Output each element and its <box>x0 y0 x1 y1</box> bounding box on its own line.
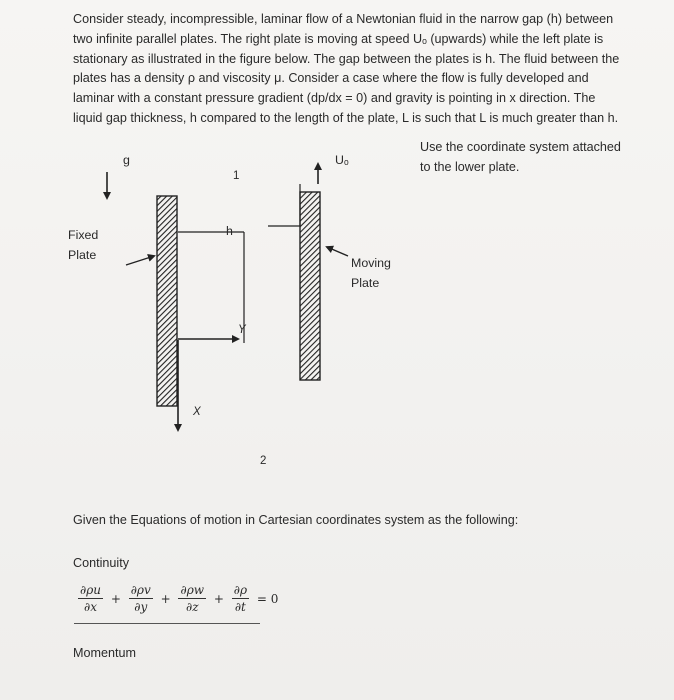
term-numerator: ∂ρv <box>130 583 151 597</box>
moving-plate-label: Plate <box>351 276 380 290</box>
moving-plate <box>300 192 320 380</box>
marker-2-label: 2 <box>260 455 267 467</box>
problem-line: two infinite parallel plates. The right plate is moving at speed Uₒ (upwards) while the left plate is <box>73 31 604 46</box>
continuity-equation <box>76 583 280 614</box>
equation-term <box>78 583 103 614</box>
fixed-plate-label: Fixed <box>68 228 99 242</box>
moving-plate-label: Moving <box>351 256 391 270</box>
term-numerator: ∂ρw <box>180 583 205 597</box>
coordinate-note-line: to the lower plate. <box>420 159 520 174</box>
term-denominator: ∂y <box>134 600 148 614</box>
problem-line: plates has a density ρ and viscosity μ. Consider a case where the flow is fully developed and <box>73 71 589 86</box>
moving-plate-pointer <box>327 247 348 256</box>
equals-zero: = 0 <box>256 591 279 606</box>
continuity-heading: Continuity <box>73 556 130 570</box>
plus-operator: + <box>110 591 121 606</box>
term-numerator: ∂ρu <box>80 583 101 597</box>
momentum-heading: Momentum <box>73 646 136 660</box>
y-axis-label: Y <box>238 324 246 336</box>
equation-term <box>129 583 153 614</box>
equation-underline <box>74 623 260 624</box>
term-denominator: ∂t <box>234 600 246 614</box>
problem-line: Consider steady, incompressible, laminar flow of a Newtonian fluid in the narrow gap (h) between <box>73 12 614 26</box>
equation-term <box>232 583 249 614</box>
fixed-plate-label: Plate <box>68 248 97 262</box>
plus-operator: + <box>160 591 171 606</box>
problem-line: stationary as illustrated in the figure below. The gap between the plates is h. The fluid between the <box>73 51 620 66</box>
plus-operator: + <box>213 591 224 606</box>
coordinate-note-line: Use the coordinate system attached <box>420 140 621 154</box>
term-denominator: ∂x <box>84 600 97 614</box>
given-statement: Given the Equations of motion in Cartesian coordinates system as the following: <box>73 513 519 527</box>
gravity-label: g <box>123 153 130 167</box>
fixed-plate <box>157 196 177 406</box>
problem-line: liquid gap thickness, h compared to the length of the plate, L is such that L is much greater than h. <box>73 110 619 125</box>
x-axis-label: X <box>193 406 201 418</box>
term-denominator: ∂z <box>185 600 199 614</box>
equation-term <box>178 583 206 614</box>
term-numerator: ∂ρ <box>233 583 247 597</box>
velocity-label: Uₒ <box>335 153 349 167</box>
marker-1-label: 1 <box>233 170 240 182</box>
gap-label: h <box>226 224 233 238</box>
fixed-plate-pointer <box>126 256 154 265</box>
problem-line: laminar with a constant pressure gradient (dp/dx = 0) and gravity is pointing in x direction. The <box>73 91 596 106</box>
